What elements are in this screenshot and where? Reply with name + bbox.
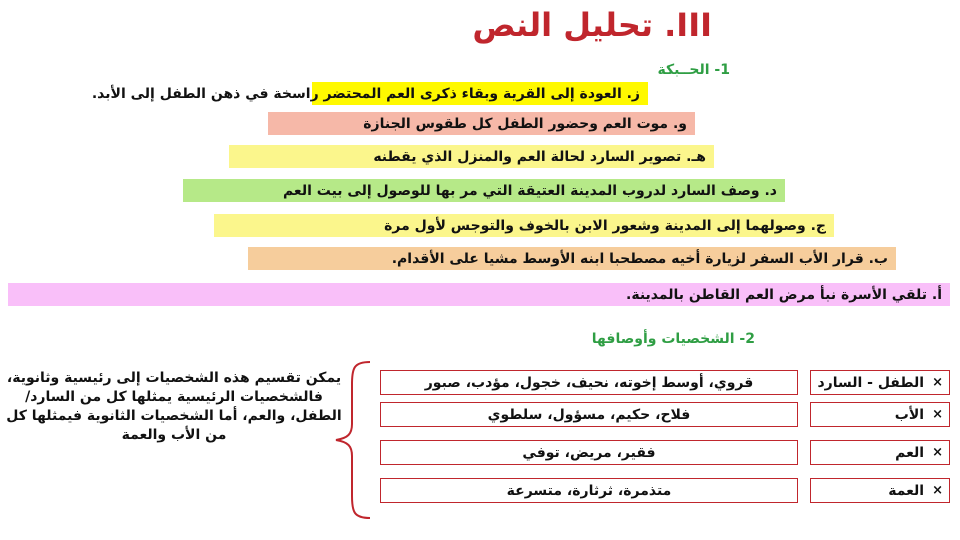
character-name-cell bbox=[810, 478, 950, 503]
character-description-cell bbox=[380, 370, 798, 395]
character-description-cell bbox=[380, 440, 798, 465]
character-description: قروي، أوسط إخوته، نحيف، خجول، مؤدب، صبور bbox=[424, 374, 754, 391]
plot-text: د. وصف السارد لدروب المدينة العتيقة التي مر بها للوصول إلى بيت العم bbox=[282, 182, 777, 199]
plot-bar-5 bbox=[229, 145, 714, 168]
x-mark-icon: × bbox=[932, 483, 943, 498]
plot-bar-6 bbox=[268, 112, 695, 135]
character-name: الأب bbox=[894, 406, 925, 423]
plot-text: و. موت العم وحضور الطفل كل طقوس الجنازة bbox=[363, 115, 687, 132]
characters-note: يمكن تقسيم هذه الشخصيات إلى رئيسية وثانوية، فالشخصيات الرئيسية يمثلها كل من السارد/ الطفل، والعم، أما الشخصيات الثانوية فيمثلها كل من الأب والعمة bbox=[6, 370, 342, 443]
character-description: متذمرة، ثرثارة، متسرعة bbox=[506, 482, 672, 499]
plot-text: هـ. تصوير السارد لحالة العم والمنزل الذي يقطنه bbox=[373, 148, 706, 165]
character-name-cell bbox=[810, 370, 950, 395]
plot-text: ب. قرار الأب السفر لزيارة أخيه مصطحبا ابنه الأوسط مشيا على الأقدام. bbox=[391, 250, 888, 267]
character-name-cell bbox=[810, 402, 950, 427]
x-mark-icon: × bbox=[932, 407, 943, 422]
section-characters-heading: 2- الشخصيات وأوصافها bbox=[591, 331, 755, 347]
character-description-cell bbox=[380, 478, 798, 503]
plot-text: ز. العودة إلى القرية وبقاء ذكرى العم المحتضر راسخة في ذهن الطفل إلى الأبد. bbox=[91, 85, 640, 102]
character-description-cell bbox=[380, 402, 798, 427]
x-mark-icon: × bbox=[932, 445, 943, 460]
character-name: العمة bbox=[888, 482, 925, 499]
character-name: العم bbox=[895, 444, 925, 461]
x-mark-icon: × bbox=[932, 375, 943, 390]
plot-text: ج. وصولهما إلى المدينة وشعور الابن بالخوف والتوجس لأول مرة bbox=[384, 217, 826, 234]
character-name: الطفل - السارد bbox=[817, 374, 925, 391]
plot-bar-3 bbox=[214, 214, 834, 237]
character-name-cell bbox=[810, 440, 950, 465]
plot-bar-2 bbox=[248, 247, 896, 270]
plot-bar-4 bbox=[183, 179, 785, 202]
character-description: فلاح، حكيم، مسؤول، سلطوي bbox=[487, 406, 691, 423]
plot-bar-7 bbox=[91, 82, 648, 105]
page-title: III. تحليل النص bbox=[472, 6, 712, 44]
section-plot-heading: 1- الحــبكة bbox=[657, 62, 730, 78]
plot-text: أ. تلقي الأسرة نبأ مرض العم القاطن بالمدينة. bbox=[626, 286, 942, 303]
character-description: فقير، مريض، توفي bbox=[522, 444, 656, 461]
plot-bar-1 bbox=[8, 283, 950, 306]
